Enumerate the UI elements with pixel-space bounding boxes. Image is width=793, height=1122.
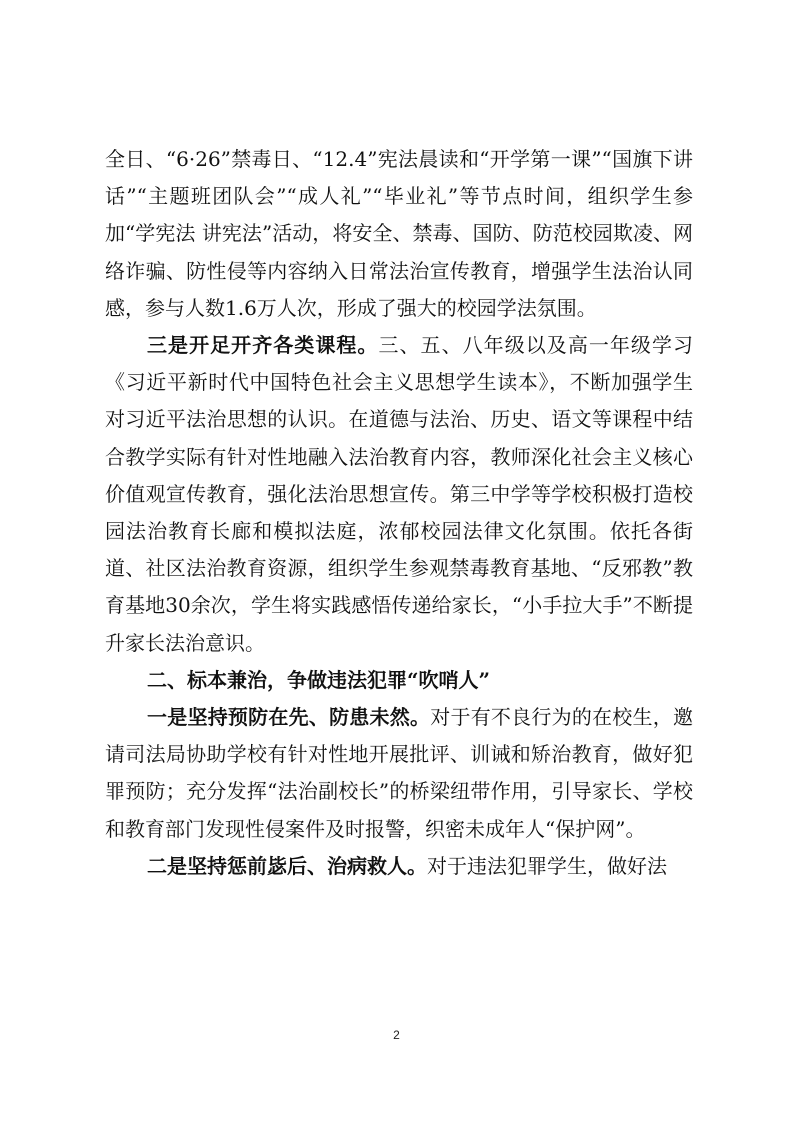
paragraph-text: 对于违法犯罪学生，做好法 <box>427 853 667 878</box>
paragraph-continued <box>105 141 693 327</box>
paragraph-text: 对于有不良行为的在校生，邀请司法局协助学校有针对性地开展批评、训诫和矫治教育，做好犯罪预防；充分发挥“法治副校长”的桥梁纽带作用，引导家长、学校和教育部门发现性侵案件及时报警，织密未成年人“保护网”。 <box>105 705 694 841</box>
section-heading: 二、标本兼治，争做违法犯罪“吹哨人” <box>147 667 491 692</box>
paragraph-lead: 一是坚持预防在先、防患未然。 <box>147 705 431 730</box>
page-number: 2 <box>393 1028 400 1042</box>
document-body <box>105 141 693 885</box>
paragraph-rehabilitation <box>105 848 693 885</box>
paragraph-prevention <box>105 699 693 848</box>
paragraph-text: 全日、“6·26”禁毒日、“12.4”宪法晨读和“开学第一课”“国旗下讲话”“主题班团队会”“成人礼”“毕业礼”等节点时间，组织学生参加“学宪法 讲宪法”活动，将安全、禁毒、国防、防范校园欺凌、网络诈骗、防性侵等内容纳入日常法治宣传教育，增强学生法治认同感，参与人数1.6万人次，形成了强大的校园学法氛围。 <box>105 147 693 320</box>
paragraph-lead: 三是开足开齐各类课程。 <box>147 333 379 358</box>
paragraph-text: 三、五、八年级以及高一年级学习《习近平新时代中国特色社会主义思想学生读本》，不断加强学生对习近平法治思想的认识。在道德与法治、历史、语文等课程中结合教学实际有针对性地融入法治教育内容，教师深化社会主义核心价值观宣传教育，强化法治思想宣传。第三中学等学校积极打造校园法治教育长廊和模拟法庭，浓郁校园法律文化氛围。依托各街道、社区法治教育资源，组织学生参观禁毒教育基地、“反邪教”教育基地30余次，学生将实践感悟传递给家长，“小手拉大手”不断提升家长法治意识。 <box>105 333 694 655</box>
paragraph-courses <box>105 327 693 662</box>
paragraph-lead: 二是坚持惩前毖后、治病救人。 <box>147 853 427 878</box>
